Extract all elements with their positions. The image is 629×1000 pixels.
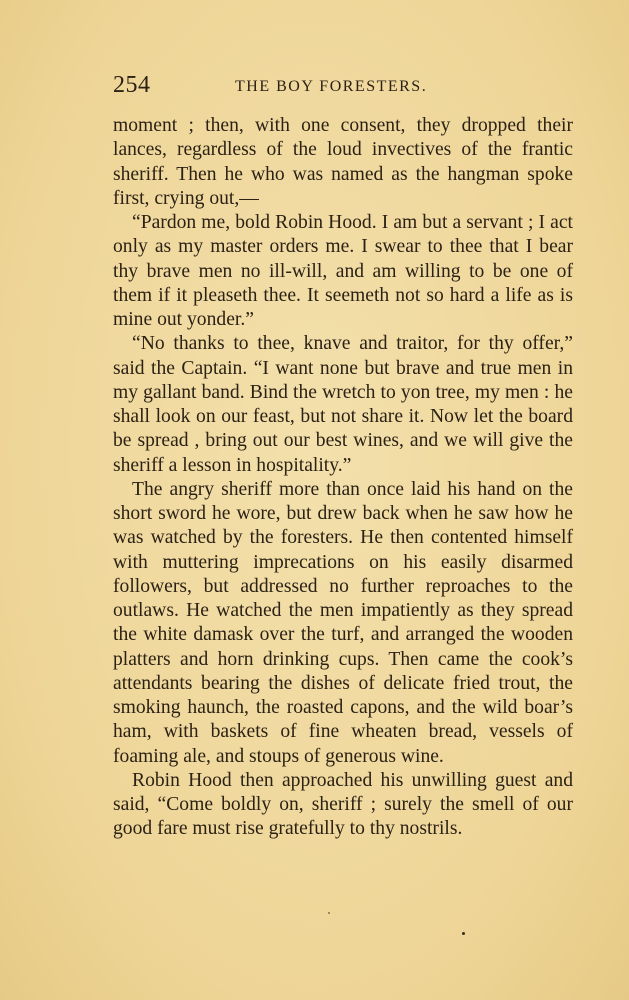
paragraph: “No thanks to thee, knave and traitor, for thy offer,” said the Captain. “I want none but brave and true men in my gallant band. Bind the wretch to yon tree, my men : he shall look on our feast, but not share it. Now let the board be spread , bring out our best wines, and we will give the sheriff a lesson in hospitality.” (113, 333, 573, 476)
body-text (113, 114, 573, 842)
paragraph: “Pardon me, bold Robin Hood. I am but a servant ; I act only as my master orders me. I swear to thee that I bear thy brave men no ill-will, and am willing to be one of them if it pleaseth thee. It seemeth not so hard a life as is mine out yonder.” (113, 212, 573, 330)
paragraph: The angry sheriff more than once laid his hand on the short sword he wore, but drew back when he saw how he was watched by the foresters. He then contented himself with muttering imprecations on his easily disarmed followers, but addressed no further reproaches to the outlaws. He watched the men impatiently as they spread the white damask over the turf, and arranged the wooden platters and horn drinking cups. Then came the cook’s attendants bearing the dishes of delicate fried trout, the smoking haunch, the roasted capons, and the wild boar’s ham, with baskets of fine wheaten bread, vessels of foaming ale, and stoups of generous wine. (113, 478, 573, 767)
paper-speck (462, 932, 465, 935)
running-title: THE BOY FORESTERS. (235, 78, 428, 95)
paragraph: Robin Hood then approached his unwilling guest and said, “Come boldly on, sheriff ; surely the smell of our good fare must rise gratefully to thy nostrils. (113, 769, 573, 840)
page-number: 254 (113, 72, 151, 98)
paragraph: moment ; then, with one consent, they dropped their lances, regardless of the loud invectives of the frantic sheriff. Then he who was named as the hangman spoke first, crying out,— (113, 115, 573, 209)
paper-speck (328, 912, 330, 914)
page-header (113, 72, 573, 102)
